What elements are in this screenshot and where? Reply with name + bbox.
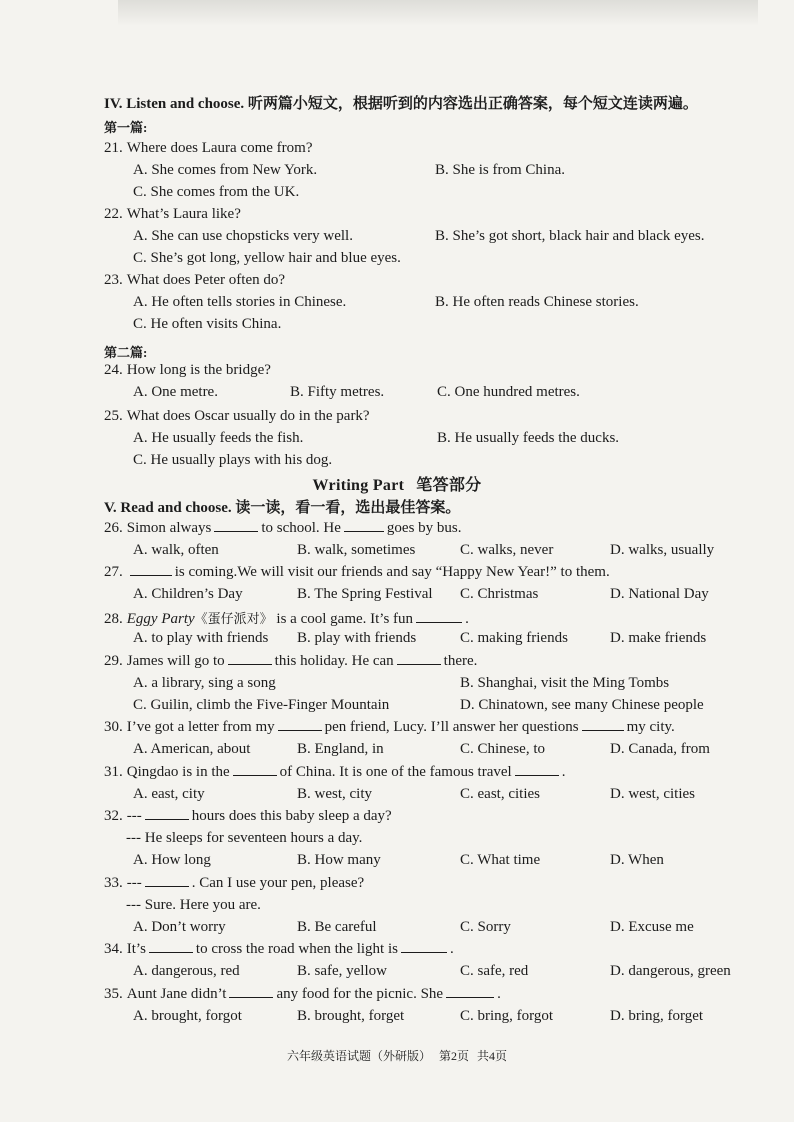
option-34-a: A. dangerous, red	[133, 963, 240, 979]
option-35-b: B. brought, forget	[297, 1008, 405, 1024]
option-32-c: C. What time	[460, 852, 541, 868]
option-28-c: C. making friends	[460, 630, 568, 646]
option-34-d: D. dangerous, green	[610, 963, 731, 979]
option-30-b: B. England, in	[297, 741, 384, 757]
option-31-d: D. west, cities	[610, 786, 695, 802]
option-31-c: C. east, cities	[460, 786, 540, 802]
option-31-b: B. west, city	[297, 786, 372, 802]
question-25: 25. What does Oscar usually do in the park?	[104, 408, 370, 424]
question-32-answer-line: --- He sleeps for seventeen hours a day.	[126, 830, 363, 846]
option-24-c: C. One hundred metres.	[437, 384, 580, 400]
option-25-c: C. He usually plays with his dog.	[133, 452, 333, 468]
question-33-answer-line: --- Sure. Here you are.	[126, 897, 261, 913]
question-35: 35. Aunt Jane didn’t any food for the picnic. She .	[104, 986, 501, 1002]
option-30-d: D. Canada, from	[610, 741, 710, 757]
option-30-c: C. Chinese, to	[460, 741, 545, 757]
option-28-a: A. to play with friends	[133, 630, 269, 646]
option-30-a: A. American, about	[133, 741, 251, 757]
option-28-d: D. make friends	[610, 630, 707, 646]
option-29-d: D. Chinatown, see many Chinese people	[460, 697, 704, 713]
option-34-b: B. safe, yellow	[297, 963, 387, 979]
option-35-c: C. bring, forgot	[460, 1008, 554, 1024]
option-35-d: D. bring, forget	[610, 1008, 704, 1024]
question-23: 23. What does Peter often do?	[104, 272, 286, 288]
option-22-b: B. She’s got short, black hair and black eyes.	[435, 228, 705, 244]
option-27-b: B. The Spring Festival	[297, 586, 433, 602]
option-32-d: D. When	[610, 852, 664, 868]
question-27: 27. is coming.We will visit our friends and say “Happy New Year!” to them.	[104, 564, 610, 580]
option-27-c: C. Christmas	[460, 586, 539, 602]
option-33-c: C. Sorry	[460, 919, 511, 935]
option-26-c: C. walks, never	[460, 542, 554, 558]
option-28-b: B. play with friends	[297, 630, 417, 646]
option-26-d: D. walks, usually	[610, 542, 715, 558]
option-26-b: B. walk, sometimes	[297, 542, 416, 558]
option-34-c: C. safe, red	[460, 963, 529, 979]
option-24-a: A. One metre.	[133, 384, 218, 400]
option-25-a: A. He usually feeds the fish.	[133, 430, 304, 446]
option-29-c: C. Guilin, climb the Five-Finger Mountain	[133, 697, 390, 713]
option-32-b: B. How many	[297, 852, 381, 868]
passage-1-label: 第一篇:	[104, 120, 148, 135]
option-32-a: A. How long	[133, 852, 211, 868]
question-33: 33. --- . Can I use your pen, please?	[104, 875, 365, 891]
option-22-a: A. She can use chopsticks very well.	[133, 228, 353, 244]
option-27-d: D. National Day	[610, 586, 709, 602]
option-23-c: C. He often visits China.	[133, 316, 282, 332]
scan-shadow	[118, 0, 758, 26]
option-29-a: A. a library, sing a song	[133, 675, 276, 691]
option-21-c: C. She comes from the UK.	[133, 184, 300, 200]
question-29: 29. James will go to this holiday. He can there.	[104, 653, 478, 669]
question-30: 30. I’ve got a letter from my pen friend, Lucy. I’ll answer her questions my city.	[104, 719, 675, 735]
option-21-a: A. She comes from New York.	[133, 162, 318, 178]
section-5-title: V. Read and choose. 读一读，看一看，选出最佳答案。	[104, 500, 461, 516]
question-31: 31. Qingdao is in the of China. It is one of the famous travel .	[104, 764, 566, 780]
page-footer: 六年级英语试题（外研版） 第2页 共4页	[286, 1049, 508, 1063]
section-4-title: IV. Listen and choose. 听两篇小短文，根据听到的内容选出正确答案，每个短文连读两遍。	[104, 96, 698, 112]
option-25-b: B. He usually feeds the ducks.	[437, 430, 620, 446]
option-23-b: B. He often reads Chinese stories.	[435, 294, 639, 310]
question-24: 24. How long is the bridge?	[104, 362, 271, 378]
writing-part-title: Writing Part 笔答部分	[312, 477, 482, 494]
option-33-d: D. Excuse me	[610, 919, 694, 935]
option-21-b: B. She is from China.	[435, 162, 565, 178]
option-27-a: A. Children’s Day	[133, 586, 243, 602]
question-22: 22. What’s Laura like?	[104, 206, 241, 222]
option-31-a: A. east, city	[133, 786, 205, 802]
passage-2-label: 第二篇:	[104, 345, 148, 360]
question-32: 32. --- hours does this baby sleep a day?	[104, 808, 392, 824]
option-26-a: A. walk, often	[133, 542, 219, 558]
question-26: 26. Simon always to school. He goes by bus.	[104, 520, 462, 536]
option-29-b: B. Shanghai, visit the Ming Tombs	[460, 675, 670, 691]
question-28: 28. Eggy Party《蛋仔派对》 is a cool game. It’s fun .	[104, 611, 469, 627]
option-33-b: B. Be careful	[297, 919, 377, 935]
question-21: 21. Where does Laura come from?	[104, 140, 313, 156]
option-33-a: A. Don’t worry	[133, 919, 226, 935]
option-24-b: B. Fifty metres.	[290, 384, 385, 400]
option-22-c: C. She’s got long, yellow hair and blue eyes.	[133, 250, 401, 266]
question-34: 34. It’s to cross the road when the light is .	[104, 941, 454, 957]
option-35-a: A. brought, forgot	[133, 1008, 242, 1024]
option-23-a: A. He often tells stories in Chinese.	[133, 294, 347, 310]
